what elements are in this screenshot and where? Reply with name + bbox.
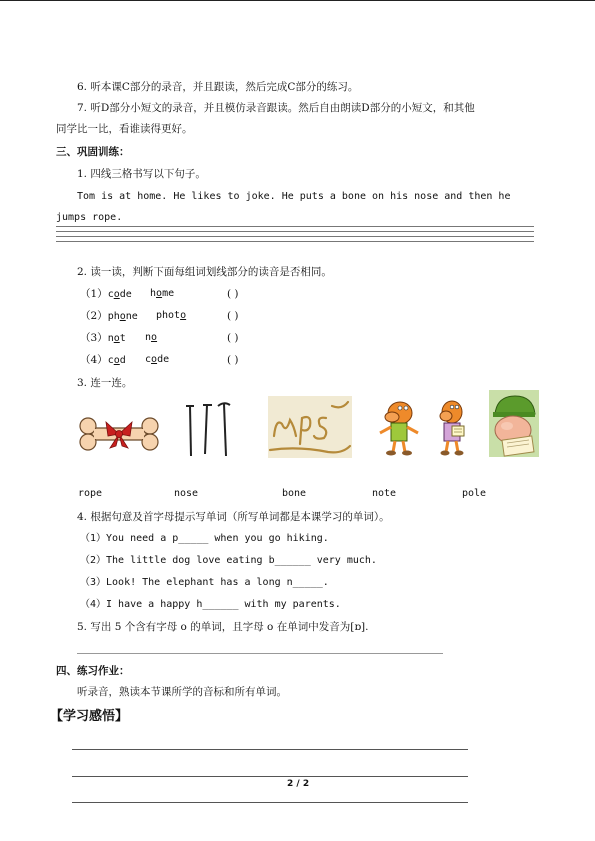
q2-row: （3）not [80,332,126,344]
cartoon-nose-picture[interactable] [374,399,422,457]
phonetic-symbol: ɒ [354,621,362,633]
q5-answer-line[interactable] [77,653,443,654]
page-number: 2 / 2 [287,779,310,789]
q4-item[interactable]: （4）I have a happy h______ with my parents. [80,599,341,610]
q2-title: 2. 读一读，判断下面每组词划线部分的读音是否相同。 [77,266,332,278]
reflection-heading: 【学习感悟】 [50,709,129,724]
q3-title: 3. 连一连。 [77,377,133,389]
header-rule [0,0,595,1]
q3-word-rope[interactable]: rope [78,488,103,499]
q1-sentence-line1: Tom is at home. He likes to joke. He puts a bone on his nose and then he [77,191,511,202]
section4-text: 听录音，熟读本节课所学的音标和所有单词。 [77,686,287,698]
instruction-7-line1: 7. 听D部分小短文的录音，并且模仿录音跟读。然后自由朗读D部分的小短文，和其他 [77,102,475,114]
q2-answer-blank[interactable]: ( ) [227,310,239,322]
four-line-grid[interactable] [56,226,534,246]
q2-word: no [145,332,158,343]
q3-word-note[interactable]: note [372,488,397,499]
q2-answer-blank[interactable]: ( ) [227,288,239,300]
q2-answer-blank[interactable]: ( ) [227,332,239,344]
q2-answer-blank[interactable]: ( ) [227,354,239,366]
q2-word: code [145,354,170,365]
reflection-line-1[interactable] [72,749,468,750]
q3-word-pole[interactable]: pole [462,488,487,499]
q2-word: photo [156,310,187,321]
q2-word: home [150,288,175,299]
rope-letters-picture[interactable] [268,396,352,458]
poles-picture[interactable] [182,400,234,458]
section4-heading: 四、练习作业： [56,665,130,677]
q5-title: 5. 写出 5 个含有字母 o 的单词，且字母 o 在单词中发音为[ɒ]. [77,621,369,633]
q4-item[interactable]: （3）Look! The elephant has a long n_____. [80,577,329,588]
bone-picture[interactable] [78,412,160,456]
boy-reading-picture[interactable] [489,390,539,457]
reflection-line-3[interactable] [72,802,468,803]
q1-title: 1. 四线三格书写以下句子。 [77,168,206,180]
q4-item[interactable]: （1）You need a p_____ when you go hiking. [80,533,329,544]
q1-sentence-line2: jumps rope. [56,212,123,223]
q3-word-bone[interactable]: bone [282,488,307,499]
q2-row: （4）cod [80,354,126,366]
q2-row: （1）code [80,288,132,300]
q4-item[interactable]: （2）The little dog love eating b______ very much. [80,555,377,566]
instruction-7-line2: 同学比一比，看谁读得更好。 [56,123,193,135]
section3-heading: 三、巩固训练： [56,146,130,158]
q4-title: 4. 根据句意及首字母提示写单词（所写单词都是本课学习的单词）。 [77,511,390,523]
q3-word-nose[interactable]: nose [174,488,199,499]
reflection-line-2[interactable] [72,776,468,777]
cartoon-note-picture[interactable] [432,399,472,457]
instruction-6: 6. 听本课C部分的录音，并且跟读，然后完成C部分的练习。 [77,81,359,93]
q2-row: （2）phone [80,310,138,322]
